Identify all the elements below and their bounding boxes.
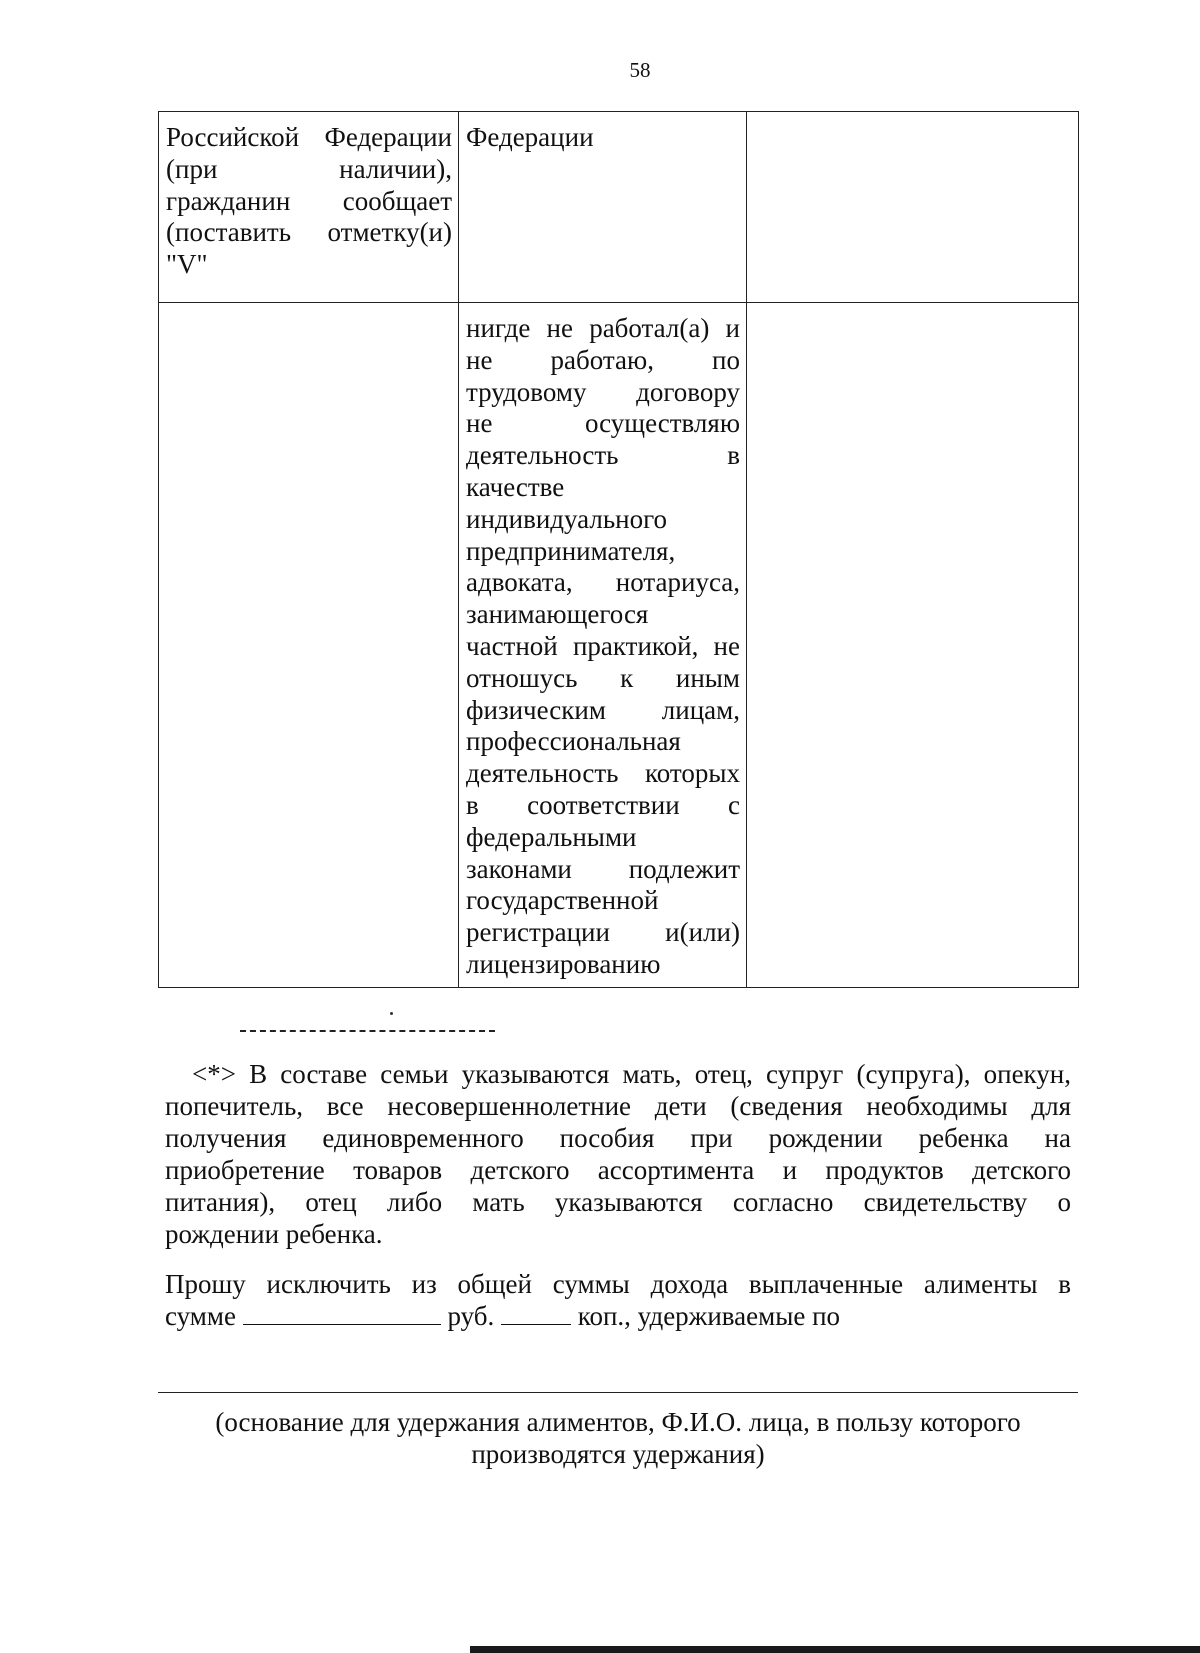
footnote-separator (240, 1030, 495, 1032)
table-cell-row2-col1 (159, 303, 459, 988)
scan-edge-bar (470, 1646, 1200, 1653)
cell-text-line: гражданин сообщает (166, 185, 452, 216)
table-row (159, 112, 1079, 303)
caption-line: (основание для удержания алиментов, Ф.И.О. лица, в пользу которого (215, 1407, 1021, 1437)
table-row (159, 303, 1079, 988)
cell-text-line: лицензированию (466, 948, 661, 979)
basis-blank-line[interactable] (158, 1392, 1078, 1393)
table-cell-row1-col1 (159, 112, 459, 303)
cell-text-line: Российской Федерации (166, 122, 452, 152)
footnote-line: приобретение товаров детского ассортимента и продуктов детского (165, 1155, 1071, 1185)
footnote-line: питания), отец либо мать указываются согласно свидетельству о (165, 1187, 1071, 1217)
cell-text-line: предпринимателя, (466, 535, 676, 566)
footnote-line: <*> В составе семьи указываются мать, отец, супруг (супруга), опекун, (192, 1059, 1071, 1089)
income-form-table (158, 111, 1079, 988)
footnote (165, 1058, 1071, 1250)
cell-text-line: законами подлежит (466, 853, 740, 884)
kopecks-label: коп., удерживаемые по (577, 1301, 841, 1331)
rubles-label: руб. (447, 1301, 495, 1331)
footnote-line: получения единовременного пособия при рождении ребенка на (165, 1123, 1071, 1153)
alimony-line-1: Прошу исключить из общей суммы дохода выплаченные алименты в (165, 1269, 1071, 1299)
cell-text-line: профессиональная (466, 726, 681, 757)
scan-speck (390, 1012, 393, 1015)
cell-text-line: отношусь к иным (466, 662, 740, 693)
alimony-request (165, 1268, 1071, 1332)
table-cell-row2-col2 (459, 303, 747, 988)
basis-caption (158, 1406, 1078, 1470)
rubles-blank-field[interactable] (243, 1302, 441, 1325)
cell-text-line: физическим лицам, (466, 694, 740, 725)
cell-text-line: не работаю, по (466, 344, 740, 375)
page-number: 58 (629, 58, 651, 82)
cell-text-line: государственной (466, 885, 659, 916)
cell-text-line: деятельность в (466, 440, 740, 471)
cell-text-line: регистрации и(или) (466, 917, 740, 948)
caption-line: производятся удержания) (471, 1439, 765, 1469)
cell-text-line: "V" (166, 249, 208, 280)
cell-text-line: адвоката, нотариуса, (466, 567, 740, 598)
cell-text-line: в соответствии с (466, 789, 740, 820)
alimony-line-2 (165, 1300, 1071, 1332)
cell-text-line: частной практикой, не (466, 630, 740, 661)
cell-text-line: качестве (466, 471, 565, 502)
cell-text-line: федеральными (466, 821, 637, 852)
alimony-sum-label: сумме (165, 1301, 236, 1331)
cell-text-line: (при наличии), (166, 153, 452, 184)
cell-text-line: не осуществляю (466, 408, 740, 439)
kopecks-blank-field[interactable] (501, 1302, 571, 1325)
cell-text-line: занимающегося (466, 599, 649, 630)
footnote-line: попечитель, все несовершеннолетние дети (сведения необходимы для (165, 1091, 1071, 1121)
footnote-line: рождении ребенка. (165, 1219, 383, 1249)
table-cell-row1-col3 (747, 112, 1079, 303)
cell-text-line: индивидуального (466, 503, 668, 534)
cell-text-line: трудовому договору (466, 376, 740, 407)
cell-text-line: (поставить отметку(и) (166, 217, 452, 248)
table-cell-row2-col3 (747, 303, 1079, 988)
table-cell-row1-col2: Федерации (459, 112, 747, 303)
cell-text-line: нигде не работал(а) и (466, 313, 740, 343)
cell-text-line: деятельность которых (466, 758, 740, 789)
